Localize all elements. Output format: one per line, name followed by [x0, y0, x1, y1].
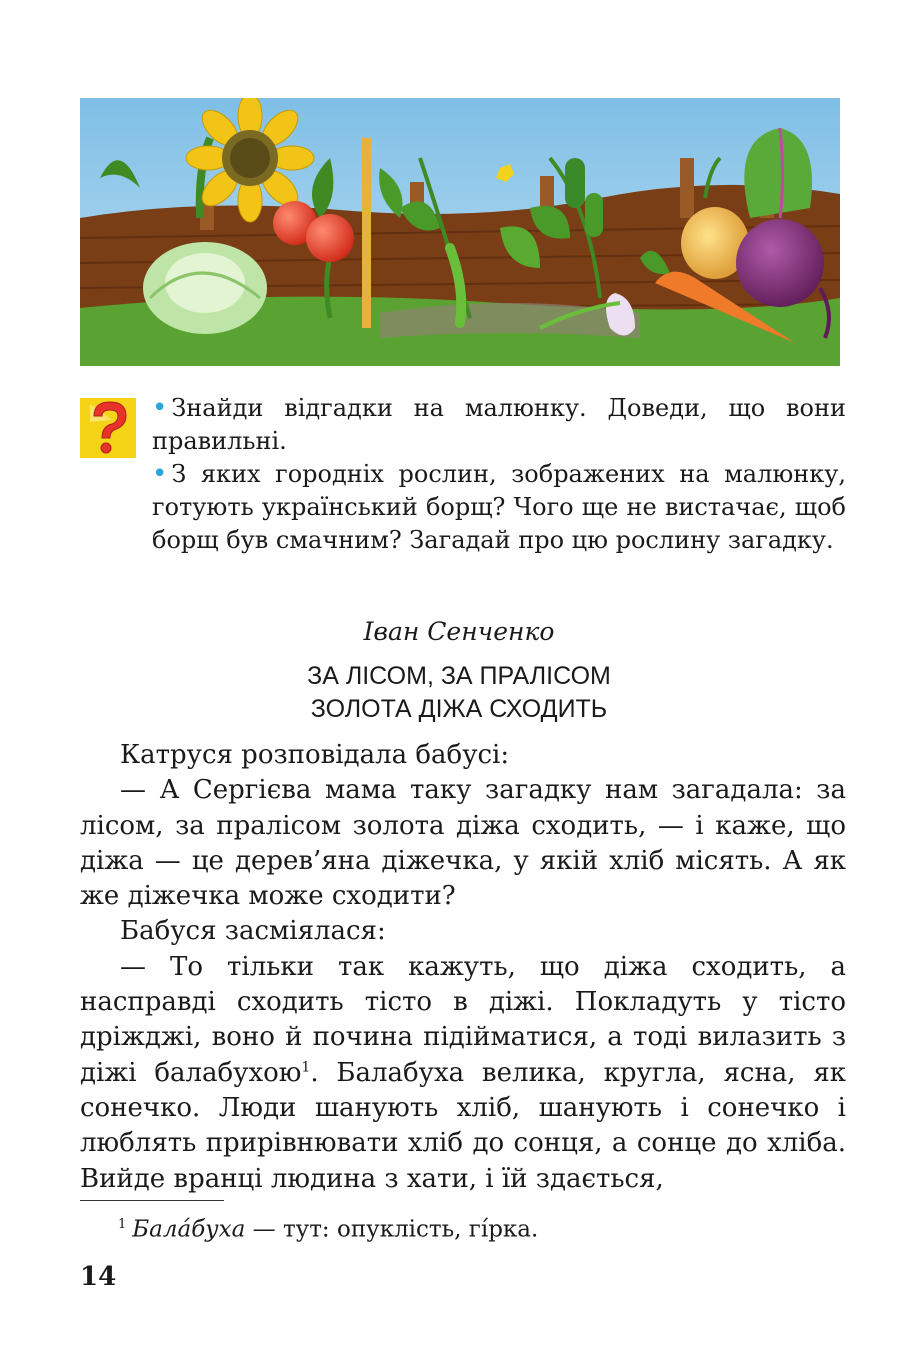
story-text-part: — То тільки так кажуть, що діжа сходить, а насправді сходить тісто в діжі. Покладуть у тісто дріжджі, воно й почина підійматися, а тоді вилазить з діжі балабухою — [80, 951, 846, 1088]
footnote — [118, 1210, 538, 1245]
story-paragraph: Катруся розповідала бабусі: — [120, 740, 510, 770]
story-title-line: ЗА ЛІСОМ, ЗА ПРАЛІСОМ — [307, 662, 611, 690]
question-tasks — [152, 392, 846, 557]
story-text-part: . Балабуха велика, кругла, ясна, як сонечко. Люди шанують хліб, шанують і сонечко і люблять прирівнювати хліб до сонця, а сонце до хліба. Вийде вранці людина з хати, і їй здається, — [80, 1057, 846, 1194]
bullet: • — [152, 393, 168, 423]
footnote-reference[interactable]: 1 — [301, 1059, 311, 1076]
footnote-marker: 1 — [118, 1217, 127, 1232]
story-title-line: ЗОЛОТА ДІЖА СХОДИТЬ — [310, 695, 608, 723]
story-paragraph — [80, 950, 846, 1197]
bullet: • — [152, 459, 168, 489]
task-item — [152, 392, 846, 458]
task-text: З яких городніх рослин, зображених на малюнку, готують український борщ? Чого ще не вистачає, щоб борщ був смачним? Загадай про цю рослину загадку. — [152, 460, 846, 554]
page-number: 14 — [80, 1262, 117, 1292]
garden-illustration — [80, 98, 840, 366]
story-paragraph: — А Сергієва мама таку загадку нам загадала: за лісом, за пралісом золота діжа сходить, — і каже, що діжа — це дерев’яна діжечка, у якій хліб місять. А як же діжечка може сходити? — [80, 775, 846, 912]
story-text — [80, 738, 846, 1197]
task-text: Знайди відгадки на малюнку. Доведи, що вони правильні. — [152, 394, 846, 455]
footnote-text: — тут: опуклість, гі́рка. — [245, 1216, 539, 1243]
author-name: Іван Сенченко — [363, 617, 555, 646]
story-paragraph: Бабуся засміялася: — [120, 916, 386, 947]
story-title — [0, 660, 918, 726]
footnote-divider — [80, 1200, 224, 1201]
footnote-term: Бала́буха — [132, 1216, 246, 1243]
question-mark-icon — [80, 398, 136, 458]
task-item — [152, 458, 846, 557]
